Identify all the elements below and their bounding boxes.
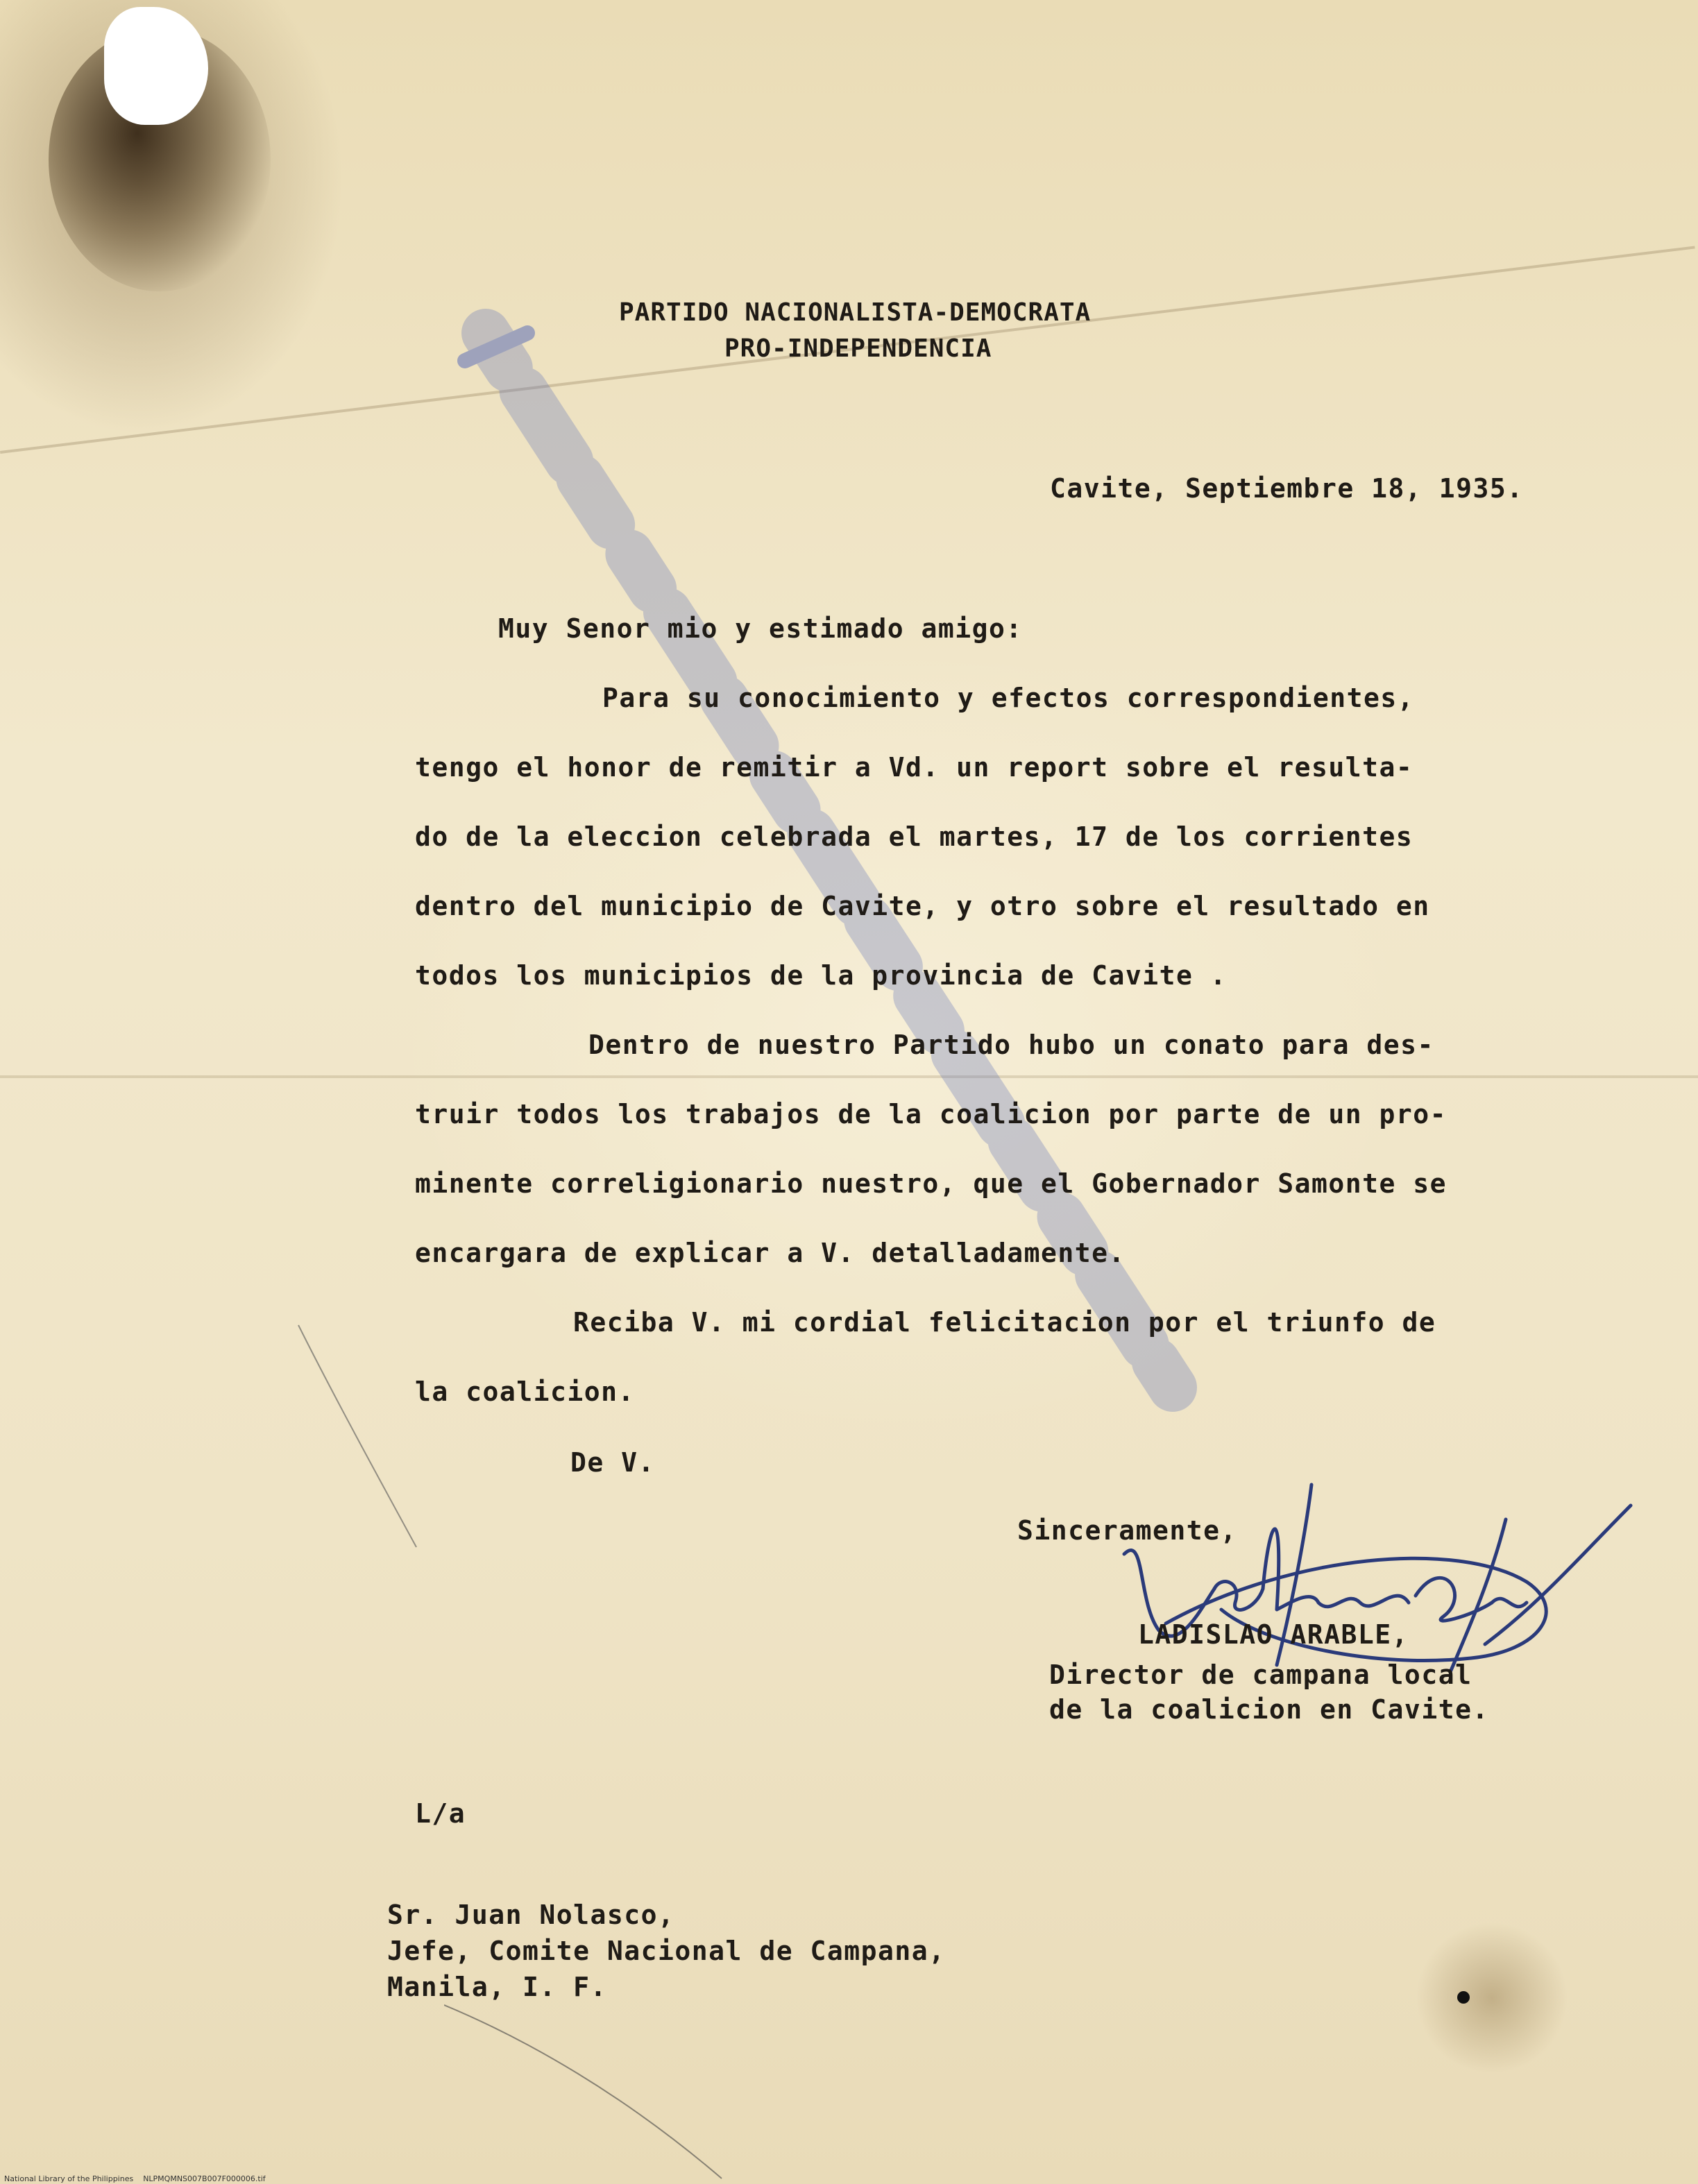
- body-line: Reciba V. mi cordial felicitacion por el triunfo de: [573, 1307, 1436, 1338]
- body-line: do de la eleccion celebrada el martes, 17 de los corrientes: [415, 821, 1413, 852]
- stain-spot: [1416, 1922, 1568, 2074]
- letterhead-party-name: PARTIDO NACIONALISTA-DEMOCRATA: [619, 298, 1092, 327]
- body-line: encargara de explicar a V. detalladamente.: [415, 1238, 1126, 1268]
- body-line: Para su conocimiento y efectos correspondientes,: [602, 683, 1415, 713]
- archive-footer: National Library of the Philippines NLPMQMNS007B007F000006.tif: [4, 2174, 266, 2183]
- body-line: tengo el honor de remitir a Vd. un report sobre el resulta-: [415, 752, 1413, 783]
- body-line: todos los municipios de la provincia de Cavite .: [415, 960, 1228, 991]
- pencil-mark: [291, 1318, 430, 1554]
- pencil-mark: [444, 1998, 736, 2184]
- recipient-address: Manila, I. F.: [387, 1972, 607, 2002]
- body-line: truir todos los trabajos de la coalicion por parte de un pro-: [415, 1099, 1447, 1129]
- valediction: De V.: [570, 1447, 655, 1478]
- recipient-title: Jefe, Comite Nacional de Campana,: [387, 1936, 946, 1966]
- ink-dot: [1457, 1991, 1470, 2004]
- signatory-name: LADISLAO ARABLE,: [1138, 1619, 1409, 1650]
- body-line: la coalicion.: [415, 1376, 635, 1407]
- salutation: Muy Senor mio y estimado amigo:: [498, 613, 1023, 644]
- closing-word: Sinceramente,: [1017, 1515, 1237, 1546]
- letter-date: Cavite, Septiembre 18, 1935.: [1050, 473, 1524, 504]
- signatory-title-line-1: Director de campana local: [1049, 1660, 1472, 1690]
- recipient-name: Sr. Juan Nolasco,: [387, 1900, 675, 1930]
- body-line: minente correligionario nuestro, que el Gobernador Samonte se: [415, 1168, 1447, 1199]
- letterhead-subtitle: PRO-INDEPENDENCIA: [724, 334, 992, 363]
- burn-hole: [104, 7, 208, 125]
- body-line: Dentro de nuestro Partido hubo un conato para des-: [588, 1030, 1434, 1060]
- typist-initials: L/a: [415, 1798, 466, 1829]
- body-line: dentro del municipio de Cavite, y otro sobre el resultado en: [415, 891, 1430, 921]
- signatory-title-line-2: de la coalicion en Cavite.: [1049, 1694, 1489, 1725]
